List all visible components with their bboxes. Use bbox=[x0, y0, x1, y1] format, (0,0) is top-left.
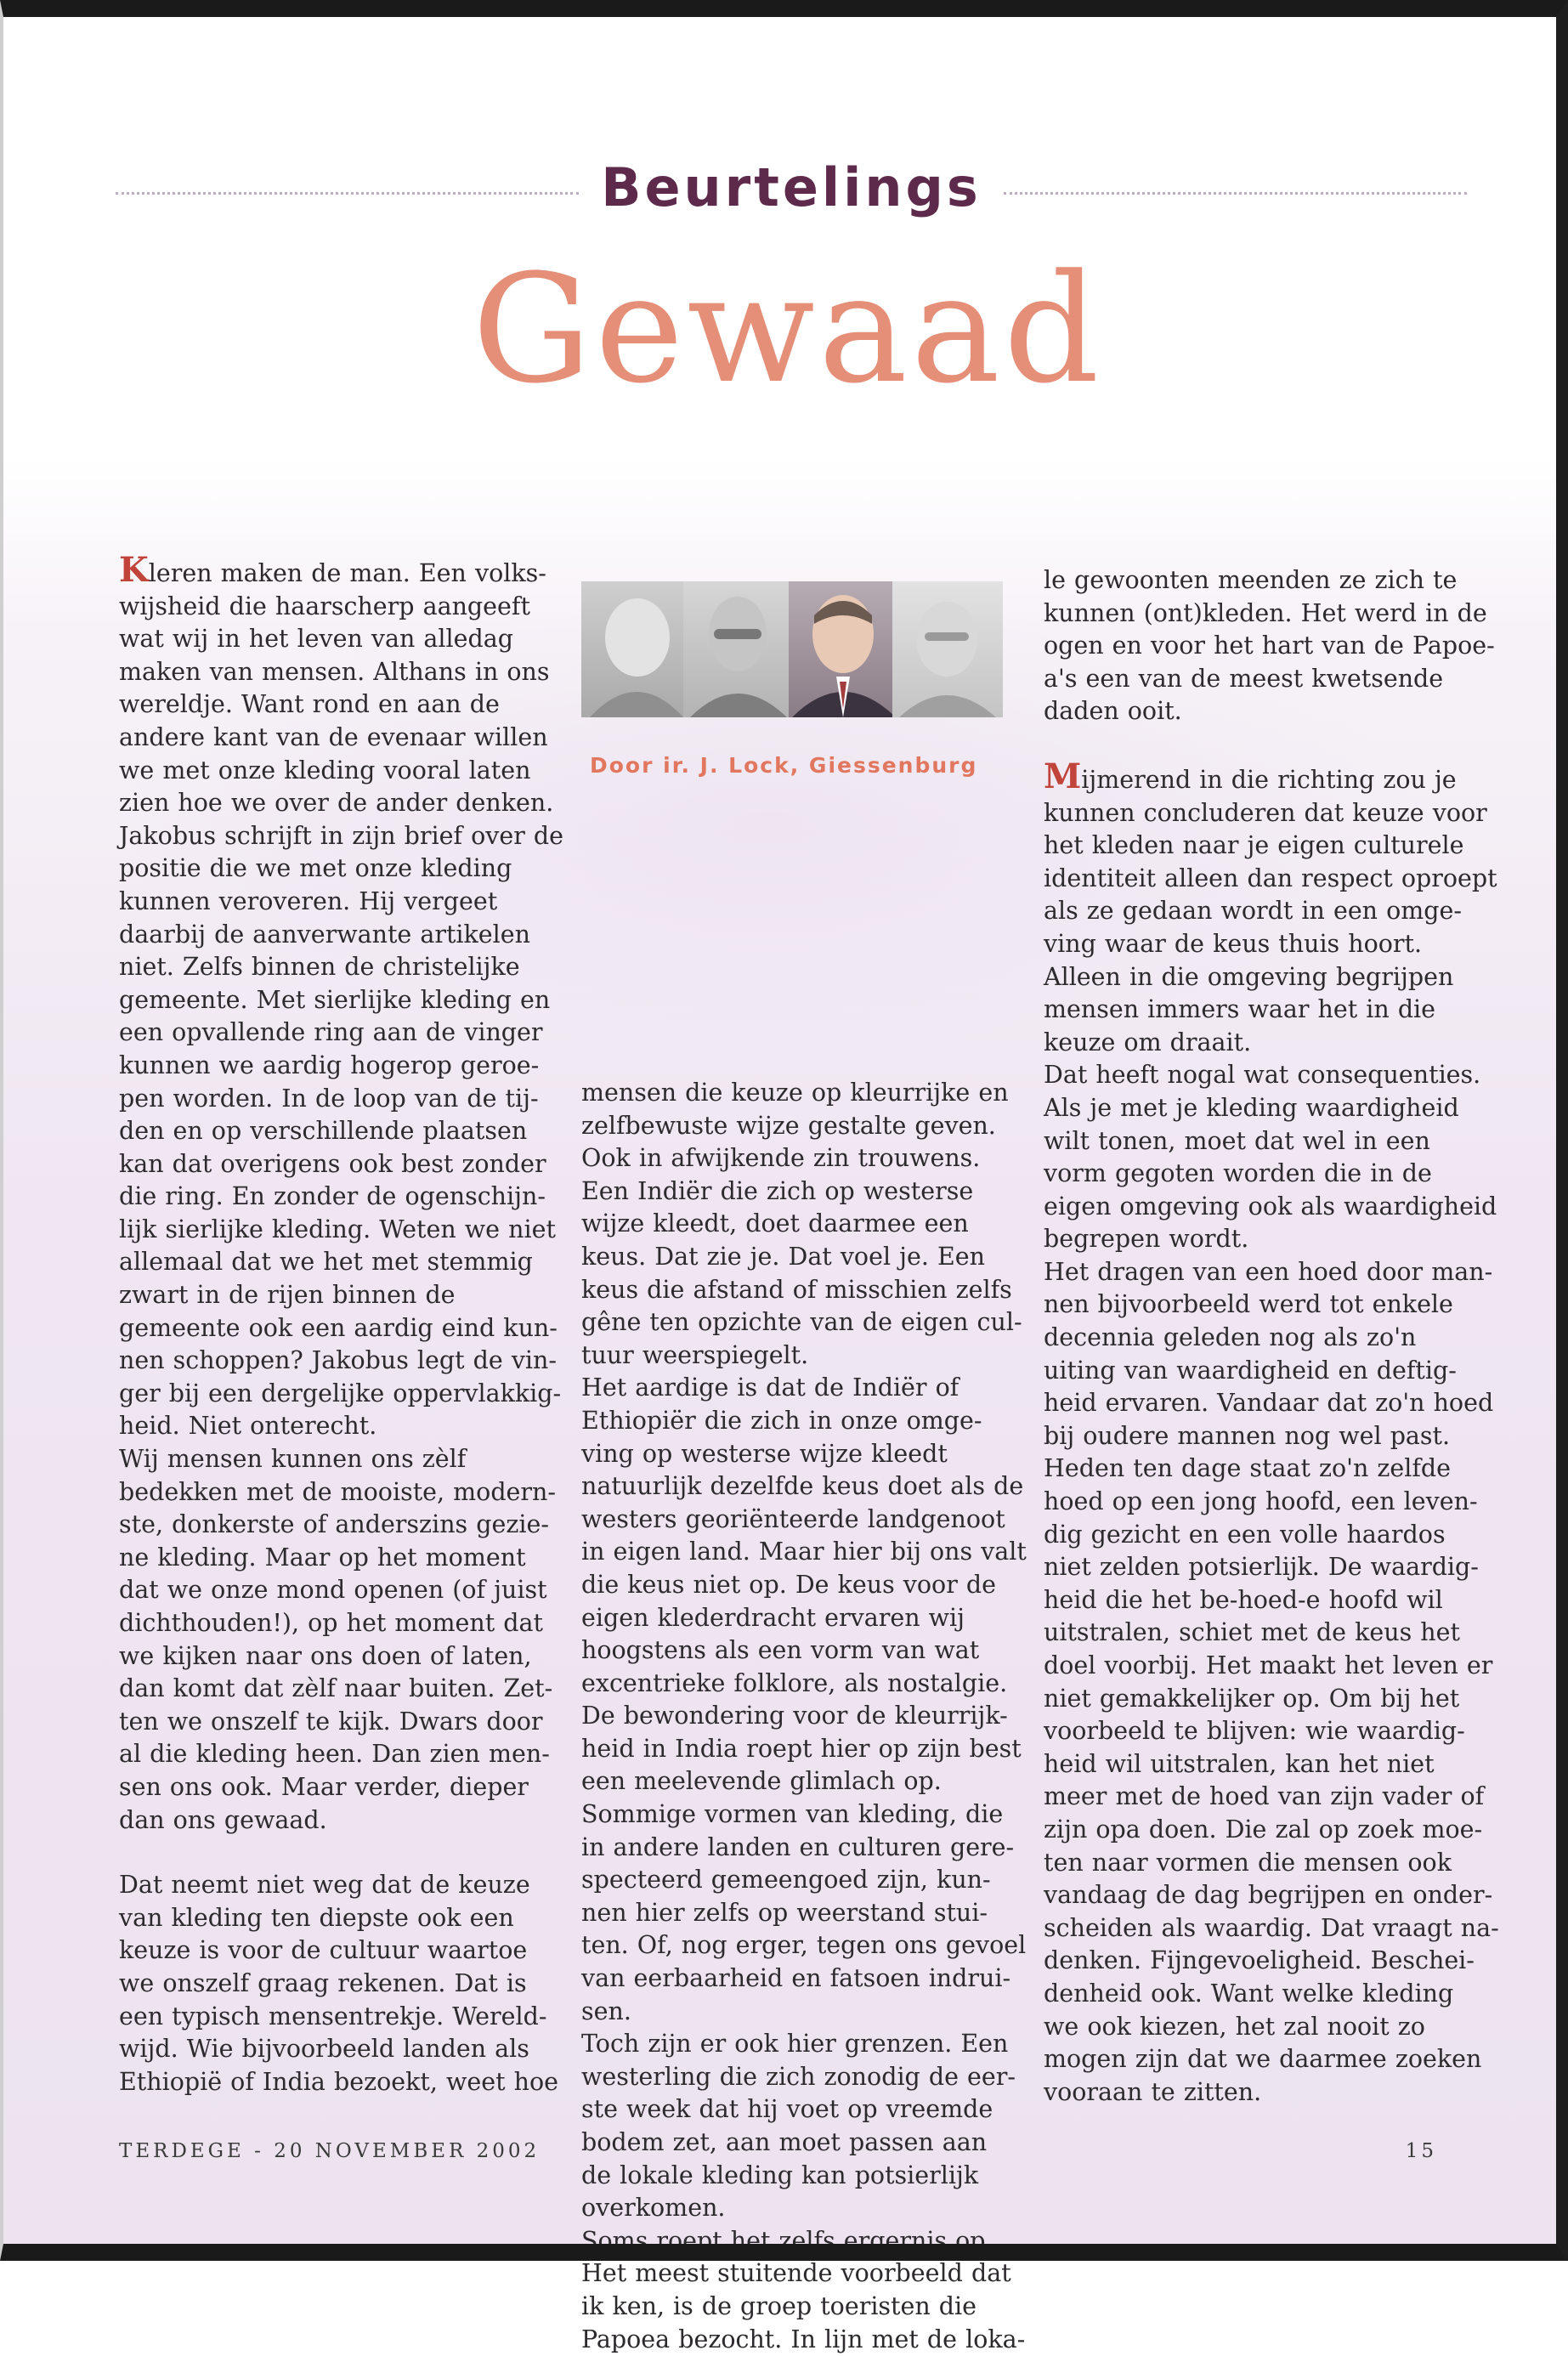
author-byline: Door ir. J. Lock, Giessenburg bbox=[590, 753, 978, 778]
paragraph-left-1: leren maken de man. Een volks- wijsheid die haarscherp aangeeft wat wij in het leven van alledag maken van mensen. Althans in ons wereldje. Want rond en aan de andere kant van de evenaar willen we met onze kleding vooral laten zien hoe we over de ander denken. Jakobus schrijft in zijn brief over de positie die we met onze kleding kunnen veroveren. Hij vergeet daarbij de aanverwante artikelen niet. Zelfs binnen de christelijke gemeente. Met sierlijke kleding en een opvallende ring aan de vinger kunnen we aardig hogerop geroe- pen worden. In de loop van de tij- den en op verschillende plaatsen kan dat overigens ook best zonder die ring. En zonder de ogenschijn- lijk sierlijke kleding. Weten we niet allemaal dat we het met stemmig zwart in de rijen binnen de gemeente ook een aardig eind kun- nen schoppen? Jakobus legt de vin- ger bij een dergelijke oppervlakkig- heid. Niet onterecht. Wij mensen kunnen ons zèlf bedekken met de mooiste, modern- ste, donkerste of anderszins gezie- ne kleding. Maar op het moment dat we onze mond openen (of juist dichthouden!), op het moment dat we kijken naar ons doen of laten, dan komt dat zèlf naar buiten. Zet- ten we onszelf te kijk. Dwars door al die kleding heen. Dan zien men- sen ons ook. Maar verder, dieper dan ons gewaad. bbox=[119, 559, 563, 1834]
paragraph-gap bbox=[1044, 728, 1486, 761]
dotted-rule-right bbox=[1004, 192, 1467, 195]
column-middle bbox=[581, 1077, 1027, 2356]
paragraph-left-2: Dat neemt niet weg dat de keuze van kleding ten diepste ook een keuze is voor de cultuur waartoe we onszelf graag rekenen. Dat is een typisch mensentrekje. Wereld- wijd. Wie bijvoorbeeld landen als Ethiopië of India bezoekt, weet hoe bbox=[119, 1871, 558, 2096]
portrait-photo-1 bbox=[581, 581, 692, 717]
paragraph-right-2: ijmerend in die richting zou je kunnen concluderen dat keuze voor het kleden naar je eigen culturele identiteit alleen dan respect oproept als ze gedaan wordt in een omge- ving waar de keus thuis hoort. Alleen in die omgeving begrijpen mensen immers waar het in die keuze om draait. Dat heeft nogal wat consequenties. Als je met je kleding waardigheid wilt tonen, moet dat wel in een vorm gegoten worden die in de eigen omgeving ook als waardigheid begrepen wordt. Het dragen van een hoed door man- nen bijvoorbeeld werd tot enkele decennia geleden nog als zo'n uiting van waardigheid en deftig- heid ervaren. Vandaar dat zo'n hoed bij oudere mannen nog wel past. Heden ten dage staat zo'n zelfde hoed op een jong hoofd, een leven- dig gezicht en een volle haardos niet zelden potsierlijk. De waardig- heid die het be-hoed-e hoofd wil uitstralen, schiet met de keus het doel voorbij. Het maakt het leven er niet gemakkelijker op. Om bij het voorbeeld te blijven: wie waardig- heid wil uitstralen, kan het niet meer met de hoed van zijn vader of zijn opa doen. Die zal op zoek moe- ten naar vormen die mensen ook vandaag de dag begrijpen en onder- scheiden als waardig. Dat vraagt na- denken. Fijngevoeligheid. Beschei- denheid ook. Want welke kleding we ook kiezen, het zal nooit zo mogen zijn dat we daarmee zoeken vooraan te zitten. bbox=[1044, 765, 1499, 2106]
page-number: 15 bbox=[1405, 2140, 1437, 2162]
section-header bbox=[116, 144, 1467, 229]
paragraph-gap bbox=[119, 1837, 561, 1869]
drop-cap-k: K bbox=[119, 550, 149, 590]
paragraph-middle: mensen die keuze op kleurrijke en zelfbewuste wijze gestalte geven. Ook in afwijkende zin trouwens. Een Indiër die zich op westerse wijze kleedt, doet daarmee een keus. Dat zie je. Dat voel je. Een keus die afstand of misschien zelfs gêne ten opzichte van de eigen cul- tuur weerspiegelt. Het aardige is dat de Indiër of Ethiopiër die zich in onze omge- ving op westerse wijze kleedt natuurlijk dezelfde keus doet als de westers georiënteerde landgenoot in eigen land. Maar hier bij ons valt die keus niet op. De keus voor de eigen klederdracht ervaren wij hoogstens als een vorm van wat excentrieke folklore, als nostalgie. De bewondering voor de kleurrijk- heid in India roept hier op zijn best een meelevende glimlach op. Sommige vormen van kleding, die in andere landen en culturen gere- specteerd gemeengoed zijn, kun- nen hier zelfs op weerstand stui- ten. Of, nog erger, tegen ons gevoel van eerbaarheid en fatsoen indrui- sen. Toch zijn er ook hier grenzen. Een westerling die zich zonodig de eer- ste week dat hij voet op vreemde bodem zet, aan moet passen aan de lokale kleding kan potsierlijk overkomen. Soms roept het zelfs ergernis op. Het meest stuitende voorbeeld dat ik ken, is de groep toeristen die Papoea bezocht. In lijn met de loka- bbox=[581, 1079, 1027, 2353]
footer-publication: TERDEGE - 20 NOVEMBER 2002 bbox=[119, 2140, 541, 2162]
drop-cap-m: M bbox=[1044, 756, 1082, 796]
column-left bbox=[119, 550, 563, 2098]
portrait-photo-2 bbox=[683, 581, 794, 717]
paragraph-right-1: le gewoonten meenden ze zich te kunnen (ont)kleden. Het werd in de ogen en voor het hart van de Papoe- a's een van de meest kwetsende daden ooit. bbox=[1044, 566, 1495, 726]
article-headline: Gewaad bbox=[472, 242, 1103, 416]
author-photo-strip bbox=[581, 581, 998, 717]
column-right bbox=[1044, 564, 1499, 2109]
section-kicker: Beurtelings bbox=[601, 156, 982, 218]
dotted-rule-left bbox=[116, 192, 579, 195]
portrait-photo-4 bbox=[892, 581, 1003, 717]
portrait-photo-3 bbox=[789, 581, 899, 717]
magazine-page bbox=[3, 17, 1556, 2353]
